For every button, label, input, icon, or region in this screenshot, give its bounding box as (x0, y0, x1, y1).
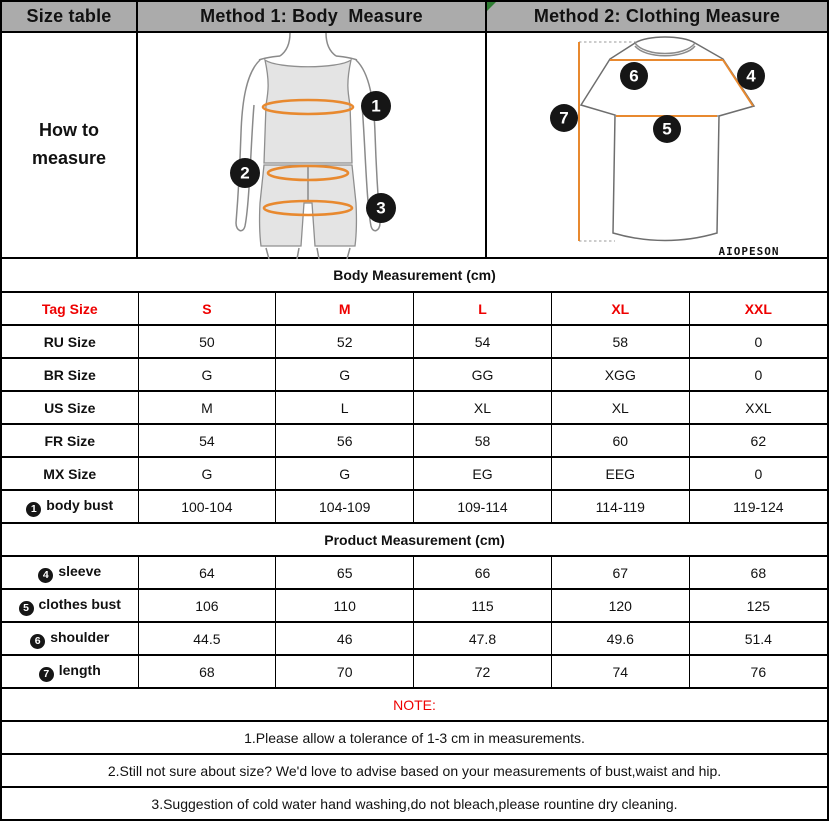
cell: 70 (276, 655, 414, 688)
cell: 67 (551, 556, 689, 589)
cell: 49.6 (551, 622, 689, 655)
table-row-br-size (2, 358, 827, 391)
cell: XXL (689, 391, 827, 424)
table-row-ru-size (2, 325, 827, 358)
how-to-measure-line2: measure (31, 148, 107, 168)
cell: 106 (138, 589, 276, 622)
cell: 50 (138, 325, 276, 358)
row-label-tag-size: Tag Size (2, 292, 138, 325)
cell: 64 (138, 556, 276, 589)
row-label: BR Size (2, 358, 138, 391)
circled-number-icon: 6 (30, 634, 45, 649)
svg-text:3: 3 (376, 198, 386, 218)
note-item-1: 1.Please allow a tolerance of 1-3 cm in measurements. (2, 721, 827, 754)
cell: XL (414, 391, 552, 424)
cell: 110 (276, 589, 414, 622)
row-label-text: body bust (46, 496, 114, 513)
note-title: NOTE: (2, 688, 827, 721)
cell: G (138, 457, 276, 490)
cell: XGG (551, 358, 689, 391)
size-col-s: S (138, 292, 276, 325)
top-section (2, 2, 827, 259)
marker-7 (550, 104, 578, 132)
body-legs (266, 248, 350, 259)
cell: 76 (689, 655, 827, 688)
cell: 51.4 (689, 622, 827, 655)
note-item-3: 3.Suggestion of cold water hand washing,do not bleach,please rountine dry cleaning. (2, 787, 827, 820)
size-col-xl: XL (551, 292, 689, 325)
row-label (2, 655, 138, 688)
cell: EEG (551, 457, 689, 490)
table-row-mx-size (2, 457, 827, 490)
cell: 46 (276, 622, 414, 655)
cell: 114-119 (551, 490, 689, 523)
cell: G (276, 358, 414, 391)
svg-text:2: 2 (240, 163, 250, 183)
cell: 56 (276, 424, 414, 457)
row-label-text: sleeve (58, 562, 102, 579)
row-label (2, 589, 138, 622)
cell: 109-114 (414, 490, 552, 523)
tag-size-row (2, 292, 827, 325)
marker-2 (230, 158, 260, 188)
cell: 65 (276, 556, 414, 589)
cell: 74 (551, 655, 689, 688)
row-label (2, 490, 138, 523)
measurement-table (2, 259, 827, 820)
svg-text:6: 6 (629, 66, 639, 86)
cell: 68 (689, 556, 827, 589)
marker-1 (361, 91, 391, 121)
marker-5 (653, 115, 681, 143)
note-row (2, 721, 827, 754)
cell: L (276, 391, 414, 424)
clothing-diagram-cell (487, 33, 827, 259)
cell: 115 (414, 589, 552, 622)
cell: 60 (551, 424, 689, 457)
cell: 104-109 (276, 490, 414, 523)
cell: 54 (414, 325, 552, 358)
cell: 54 (138, 424, 276, 457)
cell: 58 (414, 424, 552, 457)
cell: 0 (689, 325, 827, 358)
row-label: FR Size (2, 424, 138, 457)
body-left-arm (236, 60, 260, 231)
header-size-table: Size table (2, 2, 138, 33)
note-item-2: 2.Still not sure about size? We'd love to advise based on your measurements of bust,waist and hip. (2, 754, 827, 787)
row-label-text: shoulder (50, 628, 110, 645)
cell: 47.8 (414, 622, 552, 655)
section-title-row (2, 259, 827, 292)
circled-number-icon: 7 (39, 667, 54, 682)
row-label-text: clothes bust (38, 595, 121, 612)
note-row (2, 754, 827, 787)
section-title-row (2, 523, 827, 556)
cell: 0 (689, 457, 827, 490)
product-measurement-title: Product Measurement (cm) (2, 523, 827, 556)
cell: M (138, 391, 276, 424)
row-label: US Size (2, 391, 138, 424)
cell: 58 (551, 325, 689, 358)
cell: 62 (689, 424, 827, 457)
row-label: MX Size (2, 457, 138, 490)
row-label (2, 622, 138, 655)
cell: 125 (689, 589, 827, 622)
cell: 72 (414, 655, 552, 688)
body-diagram-cell (138, 33, 487, 259)
size-col-m: M (276, 292, 414, 325)
body-measurement-title: Body Measurement (cm) (2, 259, 827, 292)
cell: 44.5 (138, 622, 276, 655)
circled-number-icon: 5 (19, 601, 34, 616)
cell: 66 (414, 556, 552, 589)
marker-4 (737, 62, 765, 90)
body-neck-outline (280, 33, 336, 56)
table-row-shoulder (2, 622, 827, 655)
header-method2 (487, 2, 827, 33)
how-to-measure-line1: How to (39, 120, 99, 141)
svg-text:1: 1 (371, 96, 381, 116)
cell: G (138, 358, 276, 391)
body-measure-diagram (138, 33, 487, 259)
circled-number-icon: 1 (26, 502, 41, 517)
body-shoulder-outline (259, 56, 357, 60)
marker-3 (366, 193, 396, 223)
cell: XL (551, 391, 689, 424)
note-title-row (2, 688, 827, 721)
table-row-clothes-bust (2, 589, 827, 622)
cell: 100-104 (138, 490, 276, 523)
size-col-xxl: XXL (689, 292, 827, 325)
cell: 0 (689, 358, 827, 391)
cell: 52 (276, 325, 414, 358)
how-to-measure-cell (2, 33, 138, 259)
svg-text:5: 5 (662, 119, 672, 139)
size-col-l: L (414, 292, 552, 325)
note-row (2, 787, 827, 820)
row-label-text: length (58, 661, 101, 678)
marker-6 (620, 62, 648, 90)
circled-number-icon: 4 (38, 568, 53, 583)
cell: 119-124 (689, 490, 827, 523)
cell: 120 (551, 589, 689, 622)
svg-text:4: 4 (746, 66, 756, 86)
table-row-body-bust (2, 490, 827, 523)
table-row-us-size (2, 391, 827, 424)
cell: GG (414, 358, 552, 391)
svg-text:7: 7 (559, 108, 569, 128)
cell: 68 (138, 655, 276, 688)
cell: G (276, 457, 414, 490)
row-label: RU Size (2, 325, 138, 358)
green-corner-marker (487, 2, 496, 11)
brand-logo: AIOPESON (718, 245, 780, 258)
cell: EG (414, 457, 552, 490)
table-row-length (2, 655, 827, 688)
table-row-sleeve (2, 556, 827, 589)
header-method2-label: Method 2: Clothing Measure (533, 6, 781, 26)
clothing-measure-diagram (487, 33, 827, 259)
table-row-fr-size (2, 424, 827, 457)
row-label (2, 556, 138, 589)
header-method1: Method 1: Body Measure (138, 2, 487, 33)
